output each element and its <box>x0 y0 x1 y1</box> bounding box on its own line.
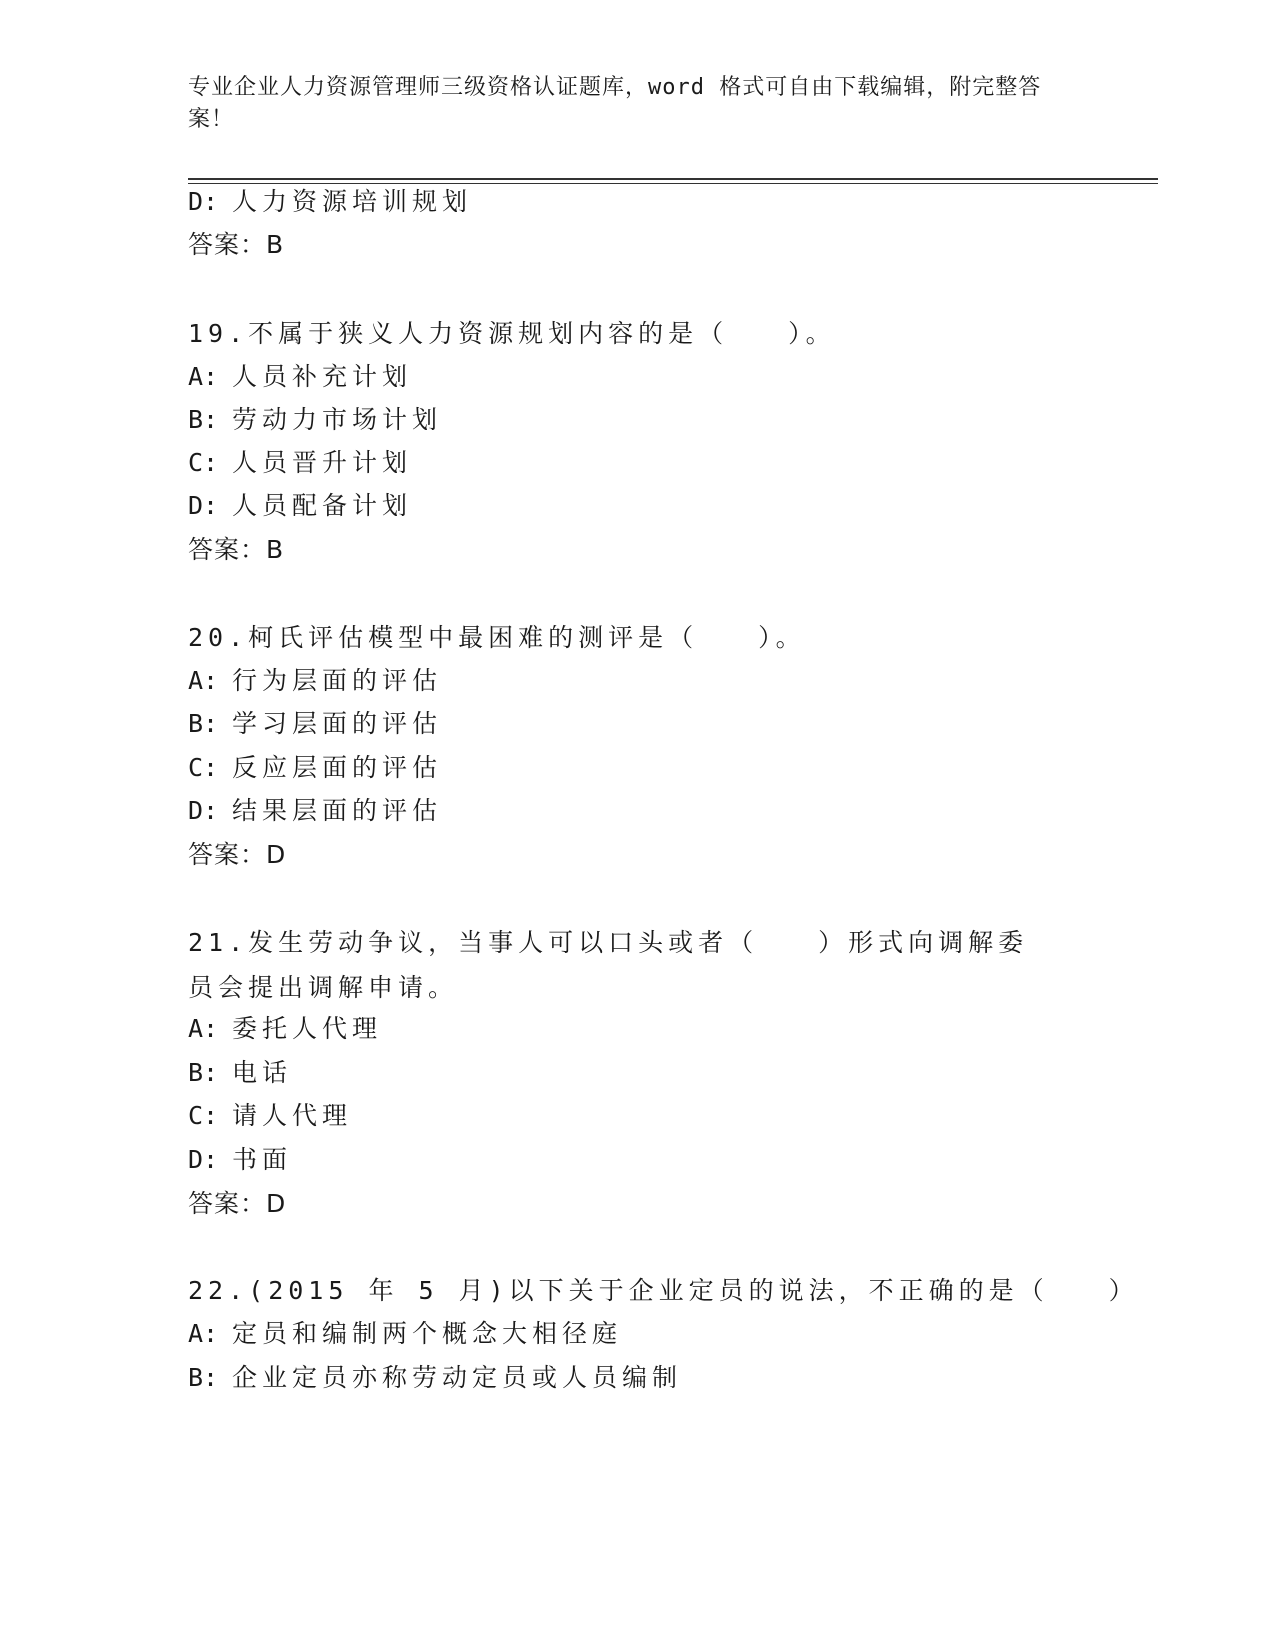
option-letter: D: <box>188 1145 219 1174</box>
option-a <box>188 1318 622 1350</box>
option-text: 结果层面的评估 <box>232 796 443 825</box>
option-text: 劳动力市场计划 <box>232 405 443 434</box>
answer: 答案：D <box>188 840 287 869</box>
option-text: 定员和编制两个概念大相径庭 <box>232 1319 623 1348</box>
answer: 答案：B <box>188 230 285 259</box>
question-stem: 22.(2015 年 5 月)以下关于企业定员的说法，不正确的是（ ） <box>188 1276 1139 1305</box>
option-d <box>188 490 412 522</box>
answer: 答案：D <box>188 1189 287 1218</box>
option-text: 人力资源培训规划 <box>232 187 473 216</box>
option-letter: A: <box>188 1319 219 1348</box>
option-letter: C: <box>188 1101 219 1130</box>
option-text: 书面 <box>232 1145 293 1174</box>
option-text: 委托人代理 <box>232 1014 383 1043</box>
option-b <box>188 1057 292 1089</box>
option-text: 学习层面的评估 <box>232 709 443 738</box>
option-b <box>188 708 442 740</box>
option-c <box>188 447 412 479</box>
option-text: 人员配备计划 <box>232 491 413 520</box>
option-text: 请人代理 <box>232 1101 353 1130</box>
question-stem: 21.发生劳动争议，当事人可以口头或者（ ）形式向调解委员会提出调解申请。 <box>188 928 1029 1002</box>
option-d <box>188 1144 292 1176</box>
question-stem: 19.不属于狭义人力资源规划内容的是（ ）。 <box>188 319 836 348</box>
option-a <box>188 665 442 697</box>
option-b <box>188 404 442 436</box>
option-text: 企业定员亦称劳动定员或人员编制 <box>232 1363 683 1392</box>
option-letter: D: <box>188 491 219 520</box>
option-d <box>188 186 472 218</box>
option-letter: B: <box>188 709 219 738</box>
option-letter: D: <box>188 796 219 825</box>
option-letter: B: <box>188 405 219 434</box>
option-text: 反应层面的评估 <box>232 753 443 782</box>
header-divider-thin <box>188 183 1158 184</box>
option-text: 行为层面的评估 <box>232 666 443 695</box>
option-text: 人员补充计划 <box>232 362 413 391</box>
option-c <box>188 1100 352 1132</box>
option-letter: B: <box>188 1058 219 1087</box>
option-d <box>188 795 442 827</box>
option-b <box>188 1362 682 1394</box>
option-text: 人员晋升计划 <box>232 448 413 477</box>
option-letter: A: <box>188 362 219 391</box>
option-letter: A: <box>188 666 219 695</box>
option-letter: A: <box>188 1014 219 1043</box>
option-letter: C: <box>188 448 219 477</box>
option-letter: D: <box>188 187 219 216</box>
question-stem: 20.柯氏评估模型中最困难的测评是（ ）。 <box>188 623 806 652</box>
option-a <box>188 361 412 393</box>
answer: 答案：B <box>188 535 285 564</box>
option-letter: C: <box>188 753 219 782</box>
option-c <box>188 752 442 784</box>
option-letter: B: <box>188 1363 219 1392</box>
option-a <box>188 1013 382 1045</box>
document-header: 专业企业人力资源管理师三级资格认证题库，word 格式可自由下载编辑，附完整答案！ <box>188 75 1042 132</box>
header-divider-thick <box>188 178 1158 180</box>
option-text: 电话 <box>232 1058 293 1087</box>
